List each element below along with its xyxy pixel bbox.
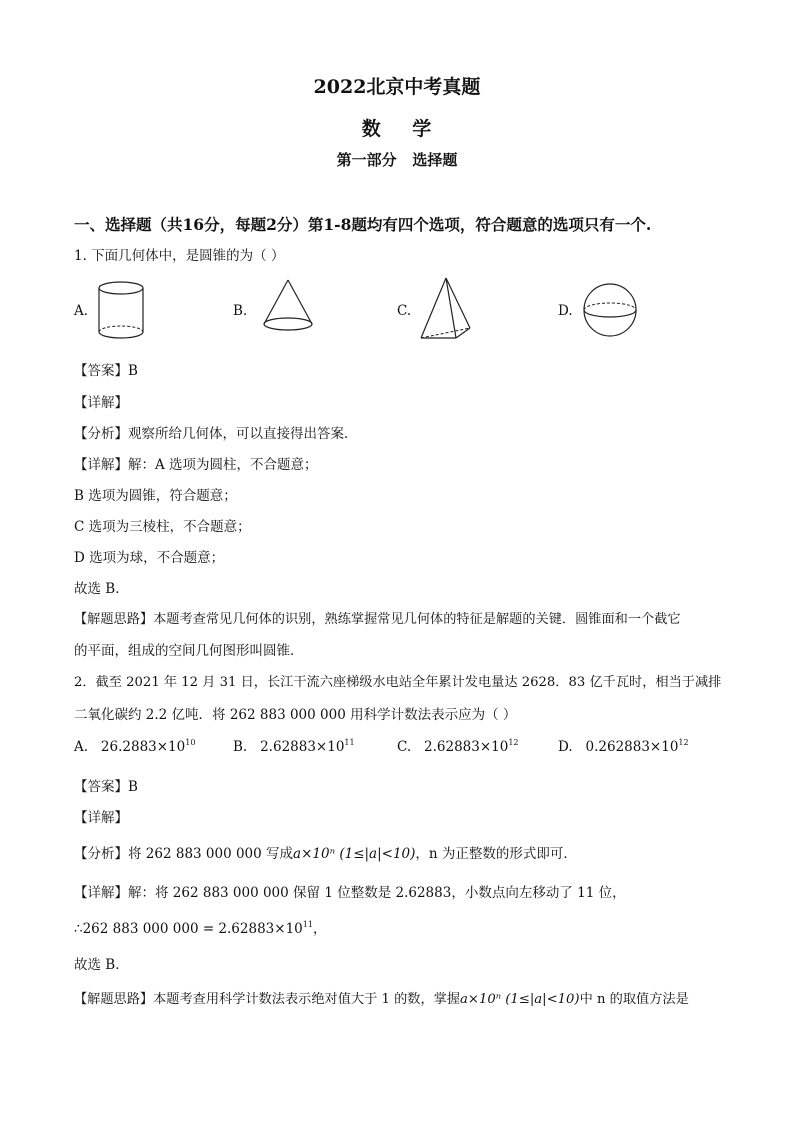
q1-explain-line: D 选项为球，不合题意； (74, 550, 225, 566)
q1-option-b-label: B. (233, 303, 248, 319)
section-heading: 一、选择题（共16分，每题2分）第1-8题均有四个选项，符合题意的选项只有一个. (74, 215, 652, 234)
q1-analysis: 【分析】观察所给几何体，可以直接得出答案． (74, 426, 358, 442)
q1-option-c-label: C. (397, 303, 412, 319)
q1-explain-line: 故选 B． (74, 581, 129, 597)
q2-result-exponent: 11 (302, 920, 313, 929)
q1-option-a-label: A. (74, 303, 89, 319)
q1-explain-line: C 选项为三棱柱，不合题意； (74, 519, 251, 535)
q2-option-value: 2.62883×10 (260, 739, 345, 755)
sphere-icon (580, 283, 642, 341)
q2-option-letter: D. (558, 739, 573, 755)
q2-option-exponent: 11 (344, 738, 355, 747)
q2-analysis-prefix: 【分析】将 262 883 000 000 写成 (74, 846, 294, 862)
cone-icon (260, 278, 316, 336)
q2-idea-formula: a×10ⁿ (1≤|a|<10) (460, 992, 580, 1007)
q2-analysis-suffix: ，n 为正整数的形式即可． (415, 846, 577, 862)
q1-explain-line: 【详解】解：A 选项为圆柱，不合题意； (74, 457, 318, 473)
q2-option-exponent: 12 (508, 738, 519, 747)
q2-option-letter: B. (233, 739, 248, 755)
q2-analysis (74, 842, 577, 862)
triangular-pyramid-icon (418, 276, 478, 344)
q1-idea-line: 的平面，组成的空间几何图形叫圆锥． (74, 643, 304, 659)
q1-stem: 1. 下面几何体中，是圆锥的为（ ） (74, 248, 285, 264)
q1-idea-line: 【解题思路】本题考查常见几何体的识别，熟练掌握常见几何体的特征是解题的关键．圆锥面和一个截它 (74, 612, 681, 627)
q2-option-b (233, 738, 355, 755)
q2-option-exponent: 12 (678, 738, 689, 747)
q2-explain: 【详解】解：将 262 883 000 000 保留 1 位整数是 2.62883，小数点向左移动了 11 位， (74, 885, 626, 901)
q1-explain-line: B 选项为圆锥，符合题意； (74, 488, 237, 504)
q2-option-letter: C. (397, 739, 412, 755)
subject-title: 数 学 (361, 118, 433, 140)
q1-option-d-label: D. (558, 303, 573, 319)
q2-result (74, 917, 326, 937)
q2-result-suffix: ， (312, 921, 327, 937)
q1-answer: 【答案】B (74, 363, 138, 379)
q2-result-prefix: ∴262 883 000 000 = 2.62883×10 (74, 921, 303, 937)
q2-option-value: 26.2883×10 (100, 739, 186, 755)
q2-analysis-formula: a×10ⁿ (1≤|a|<10) (293, 846, 416, 862)
q2-idea-prefix: 【解题思路】本题考查用科学计数法表示绝对值大于 1 的数，掌握 (74, 992, 461, 1007)
q2-stem-line: 2．截至 2021 年 12 月 31 日，长江干流六座梯级水电站全年累计发电量达 2628．83 亿千瓦时，相当于减排 (74, 675, 722, 690)
exam-title: 2022北京中考真题 (313, 76, 481, 98)
q2-option-letter: A. (74, 739, 89, 755)
q2-option-value: 2.62883×10 (424, 739, 509, 755)
q2-option-c (397, 738, 519, 755)
q2-idea-suffix: 中 n 的取值方法是 (579, 992, 689, 1007)
cylinder-icon (95, 280, 149, 342)
q2-choose: 故选 B． (74, 957, 129, 973)
q2-idea (74, 988, 689, 1007)
q1-detail-label: 【详解】 (74, 395, 128, 411)
q2-answer: 【答案】B (74, 779, 138, 795)
part-title: 第一部分 选择题 (336, 151, 458, 169)
q2-option-d (558, 738, 689, 755)
q2-stem-line: 二氧化碳约 2.2 亿吨．将 262 883 000 000 用科学计数法表示应为（ ） (74, 707, 517, 723)
q2-option-exponent: 10 (185, 738, 196, 747)
q2-option-value: 0.262883×10 (585, 739, 679, 755)
q2-option-a (74, 738, 195, 755)
q2-detail-label: 【详解】 (74, 810, 128, 826)
